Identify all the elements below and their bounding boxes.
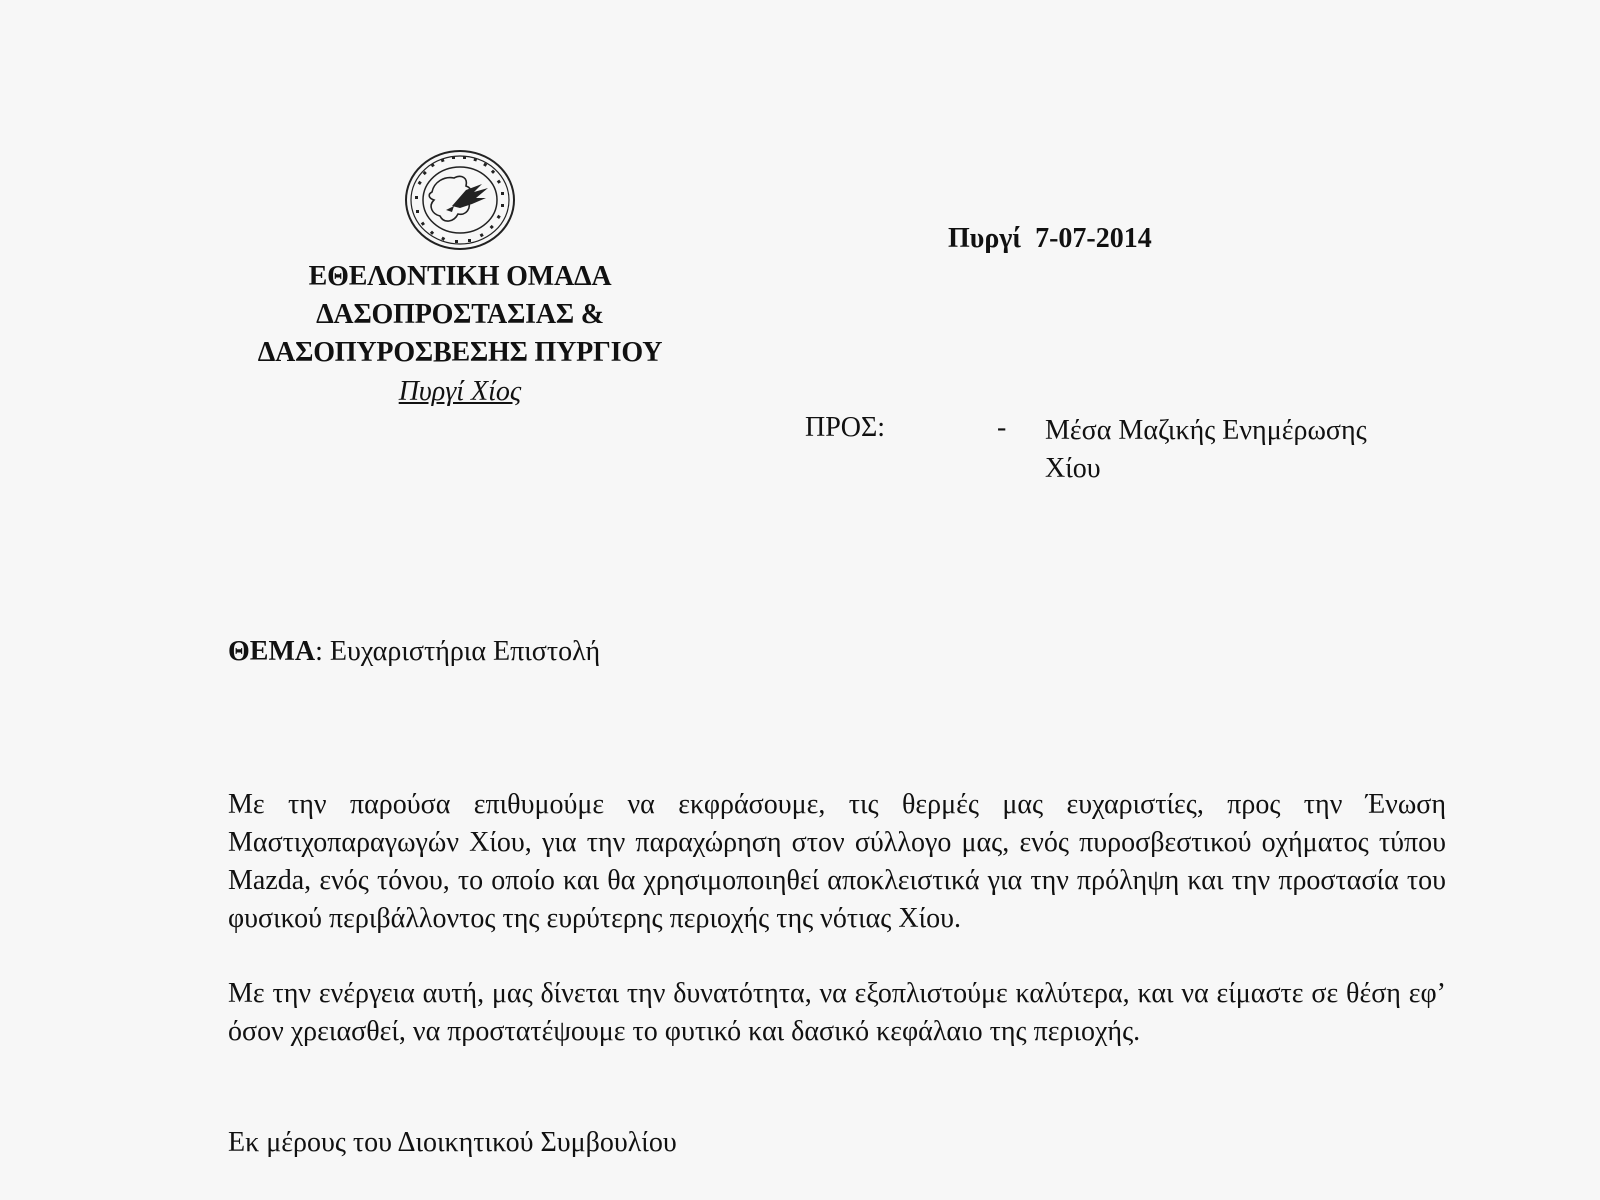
subject-separator: : — [315, 636, 323, 667]
body-paragraph-1: Με την παρούσα επιθυμούμε να εκφράσουμε, τις θερμές μας ευχαριστίες, προς την Ένωση Μαστιχοπαραγωγών Χίου, για την παραχώρηση στον σύλλογο μας, ενός πυροσβεστικού οχήματος τύπου Mazda, ενός τόνου, το οποίο και θα χρησιμοποιηθεί αποκλειστικά για την πρόληψη και την προστασία του φυσικού περιβάλλοντος της ευρύτερης περιοχής της νότιας Χίου. — [228, 789, 1446, 934]
recipient-label: ΠΡΟΣ: — [805, 412, 886, 443]
organization-name-line-1: ΕΘΕΛΟΝΤΙΚΗ ΟΜΑΔΑ — [308, 261, 612, 292]
subject-label: ΘΕΜΑ — [228, 636, 316, 667]
body-paragraph-2: Με την ενέργεια αυτή, μας δίνεται την δυνατότητα, να εξοπλιστούμε καλύτερα, και να είμαστε σε θέση εφ’ όσον χρειασθεί, να προστατέψουμε το φυτικό και δασικό κεφάλαιο της περιοχής. — [228, 978, 1446, 1047]
organization-seal-icon — [402, 148, 518, 252]
letter-date: Πυργί 7-07-2014 — [948, 223, 1152, 254]
subject-text: Ευχαριστήρια Επιστολή — [329, 636, 601, 667]
closing-line: Εκ μέρους του Διοικητικού Συμβουλίου — [228, 1127, 677, 1158]
subject-line — [228, 636, 600, 668]
organization-name-line-2: ΔΑΣΟΠΡΟΣΤΑΣΙΑΣ & — [316, 299, 604, 330]
recipient-name: Μέσα Μαζικής Ενημέρωσης Χίου — [1045, 415, 1367, 484]
organization-header — [240, 258, 680, 411]
recipient-dash: - — [997, 412, 1007, 443]
organization-location: Πυργί Χίος — [398, 376, 522, 407]
organization-name-line-3: ΔΑΣΟΠΥΡΟΣΒΕΣΗΣ ΠΥΡΓΙΟΥ — [257, 337, 663, 368]
